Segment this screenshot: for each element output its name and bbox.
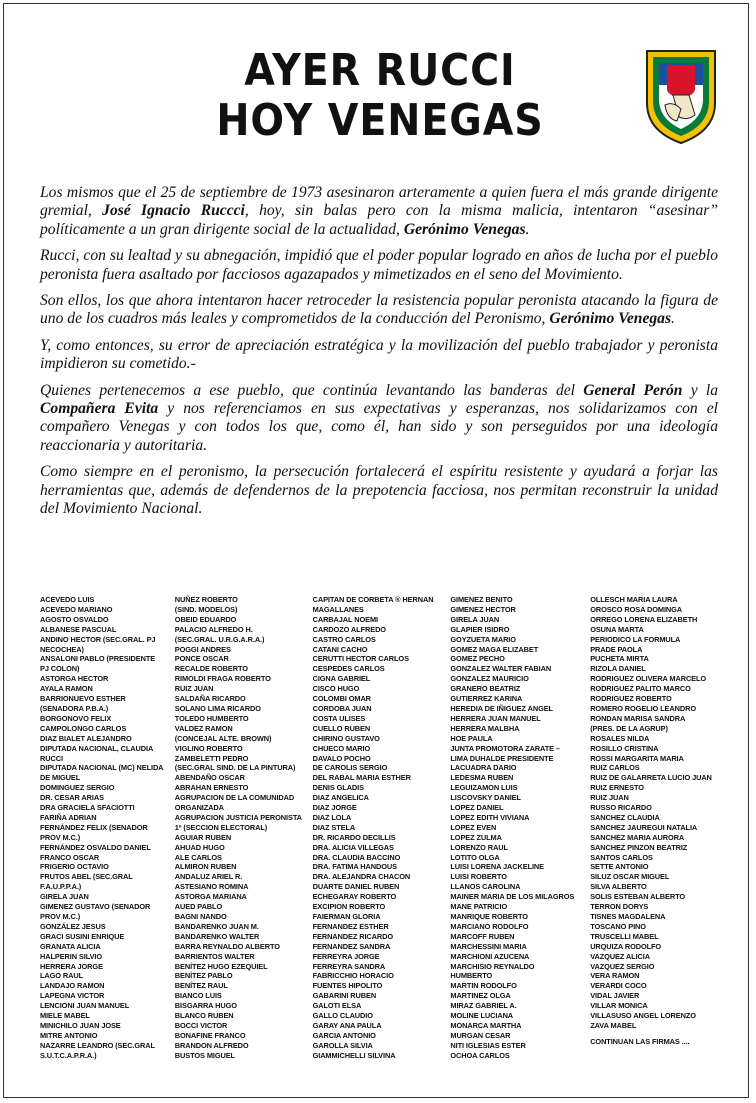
signature-entry: LIMA DUHALDE PRESIDENTE [450,753,554,763]
signature-column [590,595,720,1085]
emphasized-name: General Perón [583,381,683,399]
signature-entry: MARCIANO RODOLFO [450,921,529,931]
signature-entry: CUELLO RUBEN [312,723,371,733]
signature-entry: LACUADRA DARIO [450,763,517,773]
signature-entry: CASTRO CARLOS [312,634,376,644]
signature-entry: (SEC.GRAL. U.R.G.A.R.A.) [174,634,265,644]
signature-entry: MARTIN RODOLFO [450,981,517,991]
signature-entry: MAINER MARIA DE LOS MILAGROS [450,892,575,902]
paragraph-text: . [525,220,530,238]
continue-signatures-note: CONTINUAN LAS FIRMAS .... [590,1036,690,1046]
signature-entry: RUSSO RICARDO [590,803,652,813]
signature-entry: OCHOA CARLOS [450,1050,510,1060]
signature-entry: DE CAROLIS SERGIO [312,763,388,773]
signature-entry: GOMEZ PECHO [450,654,505,664]
signature-entry: ALMIRON RUBEN [174,862,237,872]
signature-entry: RIZOLA DANIEL [590,664,646,674]
signature-entry: NECOCHEA) [40,644,84,654]
paragraph-text: Quienes pertenecemos a ese pueblo, que continúa levantando las banderas del [40,381,584,399]
signature-entry: BANDARENKO WALTER [174,931,260,941]
paragraph-text: Son ellos, los que ahora intentaron hacer retroceder la resistencia popular peronista atacando la figura de uno de los cuadros más leales y comprometidos de la conducción del Peronismo, [40,292,718,328]
signature-entry: DRA. FATIMA HANDOUS [312,862,397,872]
title-line-2: HOY VENEGAS [216,95,544,146]
signature-entry: VILLAR MONICA [590,1001,648,1011]
signature-entry: OSUNA MARTA [590,624,644,634]
signature-entry: MARCHESSINI MARIA [450,941,527,951]
signature-entry: VERARDI COCO [590,981,647,991]
signature-entry: FERNANDEZ SANDRA [312,941,391,951]
signature-entry: MOLINE LUCIANA [450,1011,514,1021]
paragraph-text: , hoy, sin balas pero con la misma malicia, intentaron “asesinar” políticamente a un gran dirigente social de la actualidad, [40,202,718,238]
signature-entry: JUNTA PROMOTORA ZARATE – [450,743,560,753]
signature-entry: DEL RABAL MARIA ESTHER [312,773,411,783]
signature-entry: SILVA ALBERTO [590,882,647,892]
signature-entry: ALBANESE PASCUAL [40,624,117,634]
signature-entry: BARRIENTOS WALTER [174,951,255,961]
signature-entry: ANDINO HECTOR (SEC.GRAL. PJ [40,634,156,644]
signature-entry: LUISI LORENA JACKELINE [450,862,545,872]
signature-entry: CIGNA GABRIEL [312,674,371,684]
signature-entry: AGRUPACION JUSTICIA PERONISTA [174,812,302,822]
signature-entry: AHUAD HUGO [174,842,225,852]
signature-entry: SANCHEZ JAUREGUI NATALIA [590,822,698,832]
signature-entry: GIMENEZ GUSTAVO (SENADOR [40,902,151,912]
signature-entry: ACEVEDO MARIANO [40,604,113,614]
signature-entry: FAIERMAN GLORIA [312,912,381,921]
signature-entry: LENCIONI JUAN MANUEL [40,1001,130,1011]
signature-entry: LOPEZ EVEN [450,822,497,832]
signature-entry: ABRAHAN ERNESTO [174,783,249,793]
signature-entry: POGGI ANDRES [174,644,231,654]
signature-entry: RUIZ JUAN [174,684,214,694]
signature-entry: CATANI CACHO [312,644,368,654]
signature-entry: ORGANIZADA [174,803,224,813]
signature-entry: GALOTI ELSA [312,1001,362,1011]
signature-entry: PALACIO ALFREDO H. [174,624,253,634]
signature-entry: GALLO CLAUDIO [312,1011,373,1021]
signature-entry: ROMERO ROGELIO LEANDRO [590,703,696,713]
paragraph-text: . [671,310,675,328]
signature-entry: MANE PATRICIO [450,902,508,912]
signature-entry: MIELE MABEL [40,1011,90,1021]
signature-entry: BANDARENKO JUAN M. [174,921,259,931]
signature-entry: HERRERA MALBHA [450,723,520,733]
signature-entry: GRANERO BEATRIZ [450,684,521,694]
signature-entry: DRA. ALEJANDRA CHACON [312,872,411,882]
signature-entry: LAPEGNA VICTOR [40,991,105,1001]
signature-entry: F.A.U.P.P.A.) [40,882,82,892]
signature-entry: NITI IGLESIAS ESTER [450,1040,526,1050]
signature-column [175,595,313,1085]
signature-entry: PUCHETA MIRTA [590,654,649,664]
statement-paragraph [40,337,718,374]
signature-entry: MONARCA MARTHA [450,1020,522,1030]
signature-entry: CORDOBA JUAN [312,703,372,713]
signature-entry: FERREYRA SANDRA [312,961,386,971]
signature-entry: NUÑEZ ROBERTO [174,595,238,604]
signature-entry: SOLANO LIMA RICARDO [174,703,261,713]
signature-entry: MURGAN CESAR [450,1030,511,1040]
signature-entry: FERREYRA JORGE [312,951,380,961]
signature-entry: DE MIGUEL [40,773,81,783]
signature-entry: MIRAZ GABRIEL A. [450,1001,517,1011]
signature-entry: GUTIERREZ KARINA [450,694,523,704]
signature-entry: TOLEDO HUMBERTO [174,713,249,723]
signature-entry: LLANOS CAROLINA [450,882,521,892]
signature-entry: GABARINI RUBEN [312,991,377,1001]
signature-entry: BONAFINE FRANCO [174,1030,246,1040]
signature-entry: SILUZ OSCAR MIGUEL [590,872,670,882]
signature-entry: GONZALEZ MAURICIO [450,674,529,684]
signature-entry: DIAZ JORGE [312,803,357,813]
pj-logo-icon [637,45,725,145]
signature-entry: DR. CESAR ARIAS [40,793,104,803]
signature-entry: PONCE OSCAR [174,654,229,664]
signature-entry: LEGUIZAMON LUIS [450,783,518,793]
signature-entry: OBEID EDUARDO [174,614,237,624]
signature-entry: ROSILLO CRISTINA [590,743,659,753]
signature-entry: FRIGERIO OCTAVIO [40,862,109,872]
statement-paragraph [40,292,718,329]
signature-entry: CERUTTI HECTOR CARLOS [312,654,409,664]
signature-entry: GOYZUETA MARIO [450,634,516,644]
paragraph-text: Y, como entonces, su error de apreciación estratégica y la movilización del pueblo trabajador y peronista impidieron su cometido.- [40,336,718,373]
signature-entry: PROV M.C.) [40,832,81,842]
signature-entry: DIPUTADA NACIONAL, CLAUDIA [40,743,154,753]
signature-entry: GIMENEZ HECTOR [450,604,516,614]
signature-entry: TISNES MAGDALENA [590,912,666,921]
title-line-1: AYER RUCCI [244,45,516,96]
signature-entry: GLAPIER ISIDRO [450,624,510,634]
signature-entry: RIMOLDI FRAGA ROBERTO [174,674,271,684]
signature-entry: GIAMMICHELLI SILVINA [312,1050,396,1060]
signature-entry: FRANCO OSCAR [40,852,100,862]
signature-entry: HERRERA JORGE [40,961,103,971]
signature-entry: BENÍTEZ PABLO [174,971,233,981]
signature-entry: VIGLINO ROBERTO [174,743,243,753]
signature-entry: FERNÁNDEZ OSVALDO DANIEL [40,842,151,852]
statement-paragraph [40,463,718,518]
signature-entry: DUARTE DANIEL RUBEN [312,882,400,892]
signature-entry: TRUSCELLI MABEL [590,931,659,941]
signature-entry: GOMEZ MAGA ELIZABET [450,644,539,654]
statement-paragraph [40,184,718,239]
signature-entry: LUISI ROBERTO [450,872,507,882]
signature-entry: ANSALONI PABLO (PRESIDENTE [40,654,156,664]
signature-entry: LISCOVSKY DANIEL [450,793,521,803]
signature-entry: DIPUTADA NACIONAL (MC) NELIDA [40,763,164,773]
signature-entry: OROSCO ROSA DOMINGA [590,604,683,614]
signature-entry: MANRIQUE ROBERTO [450,912,528,921]
signature-entry: EXCIPION ROBERTO [312,902,386,912]
signature-entry: MAGALLANES [312,604,364,614]
signature-entry: HALPERIN SILVIO [40,951,103,961]
signature-entry: BLANCO RUBEN [174,1011,234,1021]
signature-entry: S.U.T.C.A.P.R.A.) [40,1050,97,1060]
signature-entry: PRADE PAOLA [590,644,643,654]
signature-entry: TOSCANO PINO [590,921,646,931]
signature-entry: VIDAL JAVIER [590,991,640,1001]
signature-entry: CHUECO MARIO [312,743,371,753]
signature-entry: AGRUPACION DE LA COMUNIDAD [174,793,295,803]
signature-entry: ECHEGARAY ROBERTO [312,892,397,902]
signature-entry: DIAZ STELA [312,822,356,832]
signature-entry: BENÍTEZ RAUL [174,981,228,991]
signature-entry: DR. RICARDO DECILLIS [312,832,396,842]
signature-entry: GARAY ANA PAULA [312,1020,382,1030]
signature-entry: ABENDAÑO OSCAR [174,773,245,783]
signature-column [450,595,590,1085]
signature-entry: MARTINEZ OLGA [450,991,511,1001]
signature-entry: MARCHISIO REYNALDO [450,961,535,971]
signature-entry: CESPEDES CARLOS [312,664,385,674]
signature-column [313,595,451,1085]
signature-entry: GRACI SUSINI ENRIQUE [40,931,125,941]
signature-entry: DOMINGUEZ SERGIO [40,783,115,793]
statement-paragraph [40,382,718,456]
signature-entry: RECALDE ROBERTO [174,664,248,674]
signature-entry: BARRA REYNALDO ALBERTO [174,941,280,951]
emphasized-name: Gerónimo Venegas [403,220,526,238]
signature-entry: GONZÁLEZ JESUS [40,921,106,931]
signature-entry: LAGO RAUL [40,971,84,981]
signature-entry: MARCHIONI AZUCENA [450,951,530,961]
signature-entry: ROSALES NILDA [590,733,650,743]
signature-entry: SANCHEZ CLAUDIA [590,812,660,822]
signature-entry: DIAZ BIALET ALEJANDRO [40,733,132,743]
signature-entry: (SENADORA P.B.A.) [40,703,109,713]
signature-entry: RODRIGUEZ ROBERTO [590,694,672,704]
signature-entry: BISGARRA HUGO [174,1001,237,1011]
signature-entry: BORGONOVO FELIX [40,713,112,723]
statement-text [40,184,718,527]
signature-entry: SALDAÑA RICARDO [174,694,246,704]
signature-entry: (SEC.GRAL SIND. DE LA PINTURA) [174,763,296,773]
signature-entry: BENÍTEZ HUGO EZEQUIEL [174,961,268,971]
signature-entry: DIAZ ANGELICA [312,793,369,803]
signature-entry: ASTORGA HECTOR [40,674,109,684]
signature-entry: CARBAJAL NOEMI [312,614,378,624]
signature-entry: LOPEZ DANIEL [450,803,504,813]
signature-entry: OLLESCH MARIA LAURA [590,595,678,604]
signature-column [40,595,175,1085]
signature-entry: GONZALEZ WALTER FABIAN [450,664,552,674]
signature-entry: ROSSI MARGARITA MARIA [590,753,684,763]
signature-entry: GARCIA ANTONIO [312,1030,376,1040]
signature-entry: LORENZO RAUL [450,842,508,852]
signature-entry: CISCO HUGO [312,684,360,694]
statement-paragraph [40,247,718,284]
signature-entry: GAROLLA SILVIA [312,1040,373,1050]
signature-entry: CHIRINO GUSTAVO [312,733,380,743]
signature-entry: BAGNI NANDO [174,912,227,921]
signature-entry: RUIZ JUAN [590,793,629,803]
signature-entry: RODRIGUEZ PALITO MARCO [590,684,691,694]
signature-entry: RONDAN MARISA SANDRA [590,713,686,723]
signature-entry: COLOMBI OMAR [312,694,371,704]
signature-entry: (CONCEJAL ALTE. BROWN) [174,733,272,743]
signature-entry: SETTE ANTONIO [590,862,649,872]
signature-entry: FERNÁNDEZ FELIX (SENADOR [40,822,148,832]
signature-entry: VALDEZ RAMON [174,723,233,733]
signature-entry: CAPITAN DE CORBETA ® HERNAN [312,595,434,604]
signature-entry: DENIS GLADIS [312,783,364,793]
signature-entry: VERA RAMON [590,971,640,981]
paragraph-text: y la [682,381,719,399]
signature-entry: RUIZ ERNESTO [590,783,644,793]
signature-entry: DAVALO POCHO [312,753,371,763]
signature-entry: VAZQUEZ SERGIO [590,961,655,971]
signature-entry: ZAMBELETTI PEDRO [174,753,249,763]
signature-entry: MITRE ANTONIO [40,1030,98,1040]
signature-entry: AYALA RAMON [40,684,93,694]
signature-entry: PROV M.C.) [40,912,81,921]
signature-entry: ORREGO LORENA ELIZABETH [590,614,698,624]
signature-entry: BARRIONUEVO ESTHER [40,694,126,704]
signature-entry: LOTITO OLGA [450,852,500,862]
signature-entry: HEREDIA DE IÑIGUEZ ANGEL [450,703,553,713]
signature-entry: NAZARRE LEANDRO (SEC.GRAL [40,1040,155,1050]
signature-entry: SANTOS CARLOS [590,852,653,862]
signature-entry: BRANDON ALFREDO [174,1040,249,1050]
signature-entry: (SIND. MODELOS) [174,604,238,614]
paragraph-text: Como siempre en el peronismo, la persecución fortalecerá el espíritu resistente y ayudará a forjar las herramientas que, además de defendernos de la prepotencia facciosa, nos permitan reconstruir la unidad del Movimiento Nacional. [40,463,718,518]
signature-entry: DIAZ LOLA [312,812,352,822]
signature-entry: SOLIS ESTEBAN ALBERTO [590,892,685,902]
signature-entry: RUIZ CARLOS [590,763,640,773]
signature-entry: MARCOFF RUBEN [450,931,515,941]
signature-entry: VILLASUSO ANGEL LORENZO [590,1011,696,1021]
signature-entry: GIRELA JUAN [40,892,89,902]
signature-entry: ALE CARLOS [174,852,222,862]
paragraph-text: y nos referenciamos en sus expectativas y esperanzas, nos solidarizamos con el compañero Venegas y con todos los que, como él, han sido y son perseguidos por una ideología reaccionaria y autoritaria. [40,400,719,454]
emphasized-name: Gerónimo Venegas [549,310,672,328]
signature-entry: VAZQUEZ ALICIA [590,951,650,961]
signatures-list [40,595,720,1085]
signature-entry: HERRERA JUAN MANUEL [450,713,541,723]
signature-entry: 1º (SECCION ELECTORAL) [174,822,268,832]
signature-entry: LANDAJO RAMON [40,981,105,991]
signature-entry: (PRES. DE LA AGRUP) [590,723,668,733]
signature-entry: FERNANDEZ RICARDO [312,931,394,941]
signature-entry: BUSTOS MIGUEL [174,1050,235,1060]
page-title [173,46,587,146]
signature-entry: CARDOZO ALFREDO [312,624,386,634]
signature-entry: ACEVEDO LUIS [40,595,95,604]
signature-entry: SANCHEZ MARIA AURORA [590,832,685,842]
signature-entry: SANCHEZ PINZON BEATRIZ [590,842,688,852]
signature-entry: ZAVA MABEL [590,1020,637,1030]
signature-entry: FABRICCHIO HORACIO [312,971,394,981]
signature-entry: RODRIGUEZ OLIVERA MARCELO [590,674,707,684]
signature-entry: GIMENEZ BENITO [450,595,513,604]
signature-entry: FUENTES HIPOLITO [312,981,383,991]
signature-entry: DRA GRACIELA SFACIOTTI [40,803,135,813]
signature-entry: RUCCI [40,753,63,763]
paragraph-text: Rucci, con su lealtad y su abnegación, impidió que el poder popular logrado en años de lucha por el pueblo peronista fuera asaltado por facciosos agazapados y mimetizados en el seno del Movimiento. [40,247,718,283]
signature-entry: URQUIZA RODOLFO [590,941,662,951]
signature-entry: FRUTOS ABEL (SEC.GRAL [40,872,133,882]
signature-entry: ASTESIANO ROMINA [174,882,249,892]
signature-entry: BIANCO LUIS [174,991,222,1001]
signature-entry: HUMBERTO [450,971,493,981]
signature-entry: HOE PAULA [450,733,493,743]
signature-entry: AGUIAR RUBEN [174,832,232,842]
signature-entry: ASTORGA MARIANA [174,892,247,902]
signature-entry: PERIODICO LA FORMULA [590,634,681,644]
signature-entry: LOPEZ ZULMA [450,832,502,842]
signature-entry: TERRON DORYS [590,902,649,912]
signature-entry: AGOSTO OSVALDO [40,614,109,624]
signature-entry: COSTA ULISES [312,713,366,723]
signature-entry: ANDALUZ ARIEL R. [174,872,243,882]
signature-entry: FARIÑA ADRIAN [40,812,97,822]
signature-entry: MINICHILO JUAN JOSE [40,1020,121,1030]
signature-entry: PJ COLON) [40,664,80,674]
emphasized-name: José Ignacio Ruccci [102,202,245,220]
signature-entry: BOCCI VICTOR [174,1020,228,1030]
signature-entry: LEDESMA RUBEN [450,773,514,783]
signature-entry: LOPEZ EDITH VIVIANA [450,812,530,822]
signature-entry: DRA. ALICIA VILLEGAS [312,842,394,852]
signature-entry: CAMPOLONGO CARLOS [40,723,127,733]
signature-entry: GRANATA ALICIA [40,941,101,951]
paragraph-text: Los mismos que el 25 de septiembre de 1973 asesinaron arteramente a quien fuera el más grande dirigente gremial, [40,184,718,220]
emphasized-name: Compañera Evita [40,400,159,418]
signature-entry: DRA. CLAUDIA BACCINO [312,852,401,862]
signature-entry: RUIZ DE GALARRETA LUCIO JUAN [590,773,712,783]
signature-entry: FERNANDEZ ESTHER [312,921,389,931]
signature-entry: GIRELA JUAN [450,614,500,624]
signature-entry: AUED PABLO [174,902,223,912]
